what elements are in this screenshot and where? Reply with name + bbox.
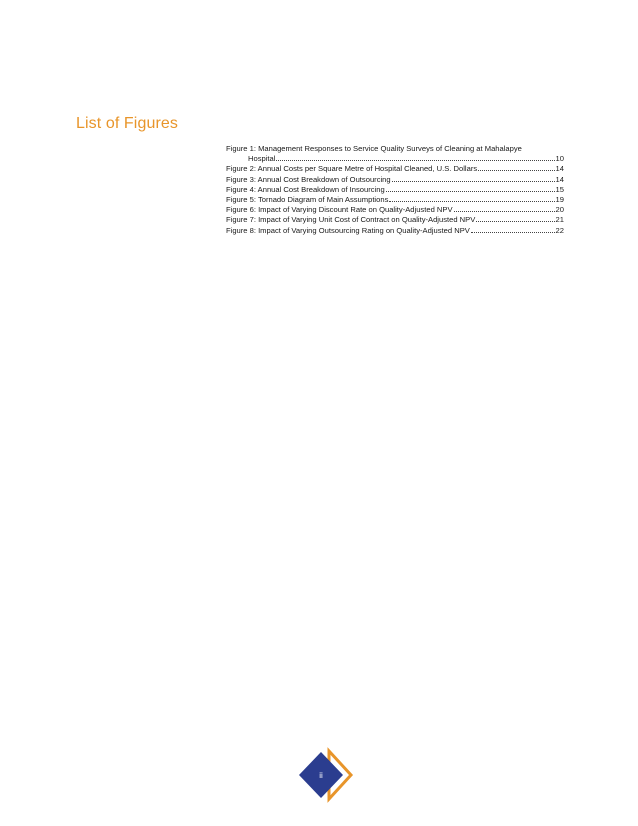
toc-entry-page: 20 bbox=[555, 205, 564, 215]
dot-leader bbox=[392, 181, 555, 182]
toc-entry-text: Figure 2: Annual Costs per Square Metre of Hospital Cleaned, U.S. Dollars bbox=[226, 164, 478, 174]
dot-leader bbox=[454, 211, 555, 212]
toc-entry-page: 10 bbox=[555, 154, 564, 164]
toc-entry-page: 15 bbox=[555, 184, 564, 194]
toc-entry-page: 19 bbox=[555, 195, 564, 205]
toc-entry-figure-7[interactable] bbox=[226, 215, 564, 225]
toc-entry-figure-1[interactable] bbox=[226, 144, 564, 164]
dot-leader bbox=[476, 221, 554, 222]
toc-entry-page: 21 bbox=[555, 215, 564, 225]
dot-leader bbox=[478, 170, 554, 171]
dot-leader bbox=[276, 160, 554, 161]
toc-entry-text: Figure 4: Annual Cost Breakdown of Insourcing bbox=[226, 184, 385, 194]
toc-entry-figure-6[interactable] bbox=[226, 205, 564, 215]
toc-entry-text: Figure 5: Tornado Diagram of Main Assumptions bbox=[226, 195, 389, 205]
dot-leader bbox=[471, 232, 555, 233]
toc-entry-page: 14 bbox=[555, 174, 564, 184]
section-title: List of Figures bbox=[76, 115, 178, 132]
dot-leader bbox=[386, 191, 555, 192]
toc-entry-page: 14 bbox=[555, 164, 564, 174]
toc-entry-text: Figure 8: Impact of Varying Outsourcing Rating on Quality-Adjusted NPV bbox=[226, 225, 470, 235]
toc-entry-figure-2[interactable] bbox=[226, 164, 564, 174]
page-number-badge bbox=[297, 747, 357, 807]
dot-leader bbox=[389, 201, 554, 202]
toc-entry-figure-3[interactable] bbox=[226, 175, 564, 185]
toc-entry-text: Figure 6: Impact of Varying Discount Rate on Quality-Adjusted NPV bbox=[226, 205, 453, 215]
page-number: ii bbox=[319, 771, 323, 780]
toc-entry-text: Figure 7: Impact of Varying Unit Cost of Contract on Quality-Adjusted NPV bbox=[226, 215, 476, 225]
toc-entry-page: 22 bbox=[555, 225, 564, 235]
toc-entry-text: Hospital bbox=[248, 154, 276, 164]
toc-entry-figure-4[interactable] bbox=[226, 185, 564, 195]
toc-entry-text: Figure 3: Annual Cost Breakdown of Outsourcing bbox=[226, 174, 391, 184]
list-of-figures bbox=[226, 144, 564, 236]
toc-entry-figure-8[interactable] bbox=[226, 226, 564, 236]
toc-entry-first-line: Figure 1: Management Responses to Service Quality Surveys of Cleaning at Mahalapye bbox=[226, 144, 522, 153]
toc-entry-figure-5[interactable] bbox=[226, 195, 564, 205]
